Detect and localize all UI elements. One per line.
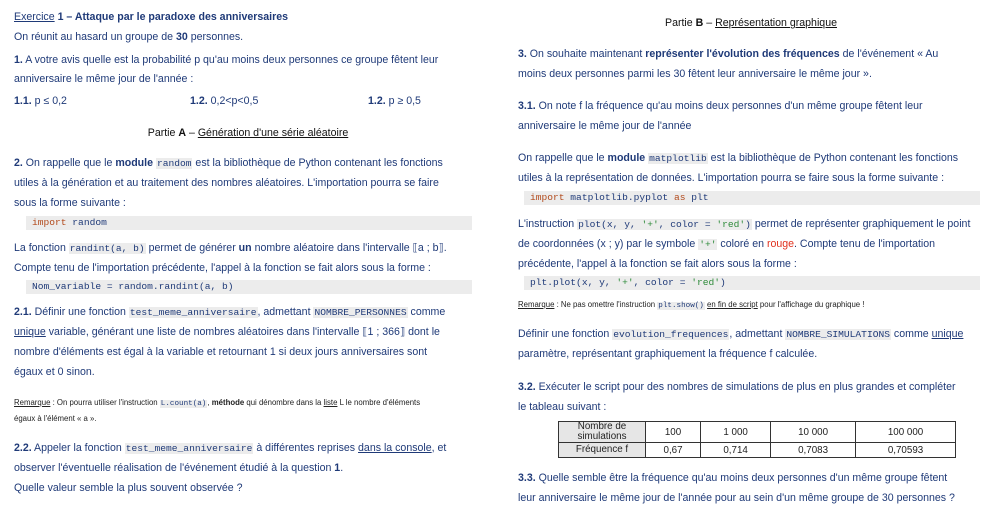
table-cell: 0,67 <box>646 443 701 458</box>
part-a-heading: Partie A – Génération d'une série aléatoire <box>147 127 349 139</box>
plot-line2: de coordonnées (x ; y) par le symbole '+' coloré en rouge. Compte tenu de l'importation <box>518 238 936 250</box>
question-2-2-line3: Quelle valeur semble la plus souvent observée ? <box>14 482 243 494</box>
question-2-line3: sous la forme suivante : <box>14 197 126 209</box>
part-b-title: Représentation graphique <box>715 17 837 29</box>
code-block-plot: plt.plot(x, y, '+', color = 'red') <box>524 276 980 290</box>
remark-2: Remarque : Ne pas omettre l'instruction plt.show() en fin de script pour l'affichage du graphique ! <box>518 300 865 310</box>
exercise-title: 1 – Attaque par le paradoxe des anniversaires <box>54 11 288 23</box>
frequency-table <box>558 421 956 458</box>
code-block-import-matplotlib: import matplotlib.pyplot as plt <box>524 191 980 205</box>
question-3-1-line2: anniversaire le même jour de l'année <box>518 120 692 132</box>
table-cell: 0,70593 <box>856 443 956 458</box>
question-3-3-line2: leur anniversaire le même jour de l'année pour au sein d'un même groupe de 30 personnes ? <box>518 492 955 504</box>
choice-2: 1.2. 0,2<p<0,5 <box>190 95 259 107</box>
plot-text: L'instruction plot(x, y, '+', color = 'red') permet de représenter graphiquement le point <box>518 218 971 230</box>
define-function-text: Définir une fonction evolution_frequences, admettant NOMBRE_SIMULATIONS comme unique <box>518 328 964 340</box>
question-2-line2: utiles à la génération et au traitement des nombres aléatoires. L'importation pourra se faire <box>14 177 439 189</box>
question-1: 1. A votre avis quelle est la probabilité p qu'au moins deux personnes ce groupe fêtent leur <box>14 54 439 66</box>
choice-3: 1.2. p ≥ 0,5 <box>368 95 421 107</box>
table-header-simulations: Nombre de simulations <box>559 422 646 443</box>
matplotlib-text: On rappelle que le module matplotlib est la bibliothèque de Python contenant les fonctions <box>518 152 959 164</box>
table-row <box>559 443 956 458</box>
code-block-import-random: import random <box>26 216 472 230</box>
question-2: 2. On rappelle que le module random est la bibliothèque de Python contenant les fonctions <box>14 157 443 169</box>
question-3-2-line2: le tableau suivant : <box>518 401 607 413</box>
question-3-3: 3.3. Quelle semble être la fréquence qu'au moins deux personnes d'un même groupe fêtent <box>518 472 948 484</box>
intro-text: On réunit au hasard un groupe de 30 personnes. <box>14 31 244 43</box>
table-header-frequency: Fréquence f <box>559 443 646 458</box>
table-row <box>559 422 956 443</box>
question-2-1-line4: égaux et 0 sinon. <box>14 366 95 378</box>
code-matplotlib: matplotlib <box>649 153 707 164</box>
code-block-randint: Nom_variable = random.randint(a, b) <box>26 280 472 294</box>
question-2-2-line2: observer l'éventuelle réalisation de l'événement étudié à la question 1. <box>14 462 344 474</box>
exercise-label: Exercice <box>14 11 55 23</box>
matplotlib-line2: utiles à la représentation de données. L'importation pourra se faire sous la forme suivante : <box>518 172 945 184</box>
randint-line2: Compte tenu de l'importation précédente, l'appel à la fonction se fait alors sous la forme : <box>14 262 431 274</box>
remark-1: Remarque : On pourra utiliser l'instruction L.count(a), méthode qui dénombre dans la liste L le nombre d'éléments <box>14 398 421 408</box>
remark-1-line2: égaux à l'élément « a ». <box>14 414 97 423</box>
randint-text: La fonction randint(a, b) permet de générer un nombre aléatoire dans l'intervalle ⟦a ; b⟧. <box>14 242 447 254</box>
code-randint: randint(a, b) <box>69 243 145 254</box>
define-function-line2: paramètre, représentant graphiquement la fréquence f calculée. <box>518 348 818 360</box>
code-random: random <box>156 158 192 169</box>
question-3-1: 3.1. On note f la fréquence qu'au moins deux personnes d'un même groupe fêtent leur <box>518 100 923 112</box>
part-a-title: Génération d'une série aléatoire <box>197 127 349 139</box>
question-2-1: 2.1. Définir une fonction test_meme_anniversaire, admettant NOMBRE_PERSONNES comme <box>14 306 446 318</box>
question-2-2: 2.2. Appeler la fonction test_meme_anniversaire à différentes reprises dans la console, et <box>14 442 447 454</box>
code-plot: plot(x, y, '+', color = 'red') <box>578 219 751 230</box>
table-cell: 1 000 <box>701 422 771 443</box>
table-cell: 0,714 <box>701 443 771 458</box>
choice-1: 1.1. p ≤ 0,2 <box>14 95 67 107</box>
question-1-cont: anniversaire le même jour de l'année : <box>14 73 194 85</box>
part-b-heading: Partie B – Représentation graphique <box>665 17 837 29</box>
plot-line3: précédente, l'appel à la fonction se fait alors sous la forme : <box>518 258 797 270</box>
question-2-1-line3: nombre d'éléments est égal à la variable et retournant 1 si deux jours anniversaires sont <box>14 346 428 358</box>
question-3-2: 3.2. Exécuter le script pour des nombres de simulations de plus en plus grandes et compléter <box>518 381 956 393</box>
table-cell: 100 <box>646 422 701 443</box>
exercise-heading <box>14 11 288 23</box>
question-2-1-line2: unique variable, générant une liste de nombres aléatoires dans l'intervalle ⟦1 ; 366⟧ dont le <box>14 326 440 338</box>
table-cell: 0,7083 <box>771 443 856 458</box>
question-3: 3. On souhaite maintenant représenter l'évolution des fréquences de l'événement « Au <box>518 48 939 60</box>
table-cell: 100 000 <box>856 422 956 443</box>
table-cell: 10 000 <box>771 422 856 443</box>
question-3-line2: moins deux personnes parmi les 30 fêtent leur anniversaire le même jour ». <box>518 68 872 80</box>
